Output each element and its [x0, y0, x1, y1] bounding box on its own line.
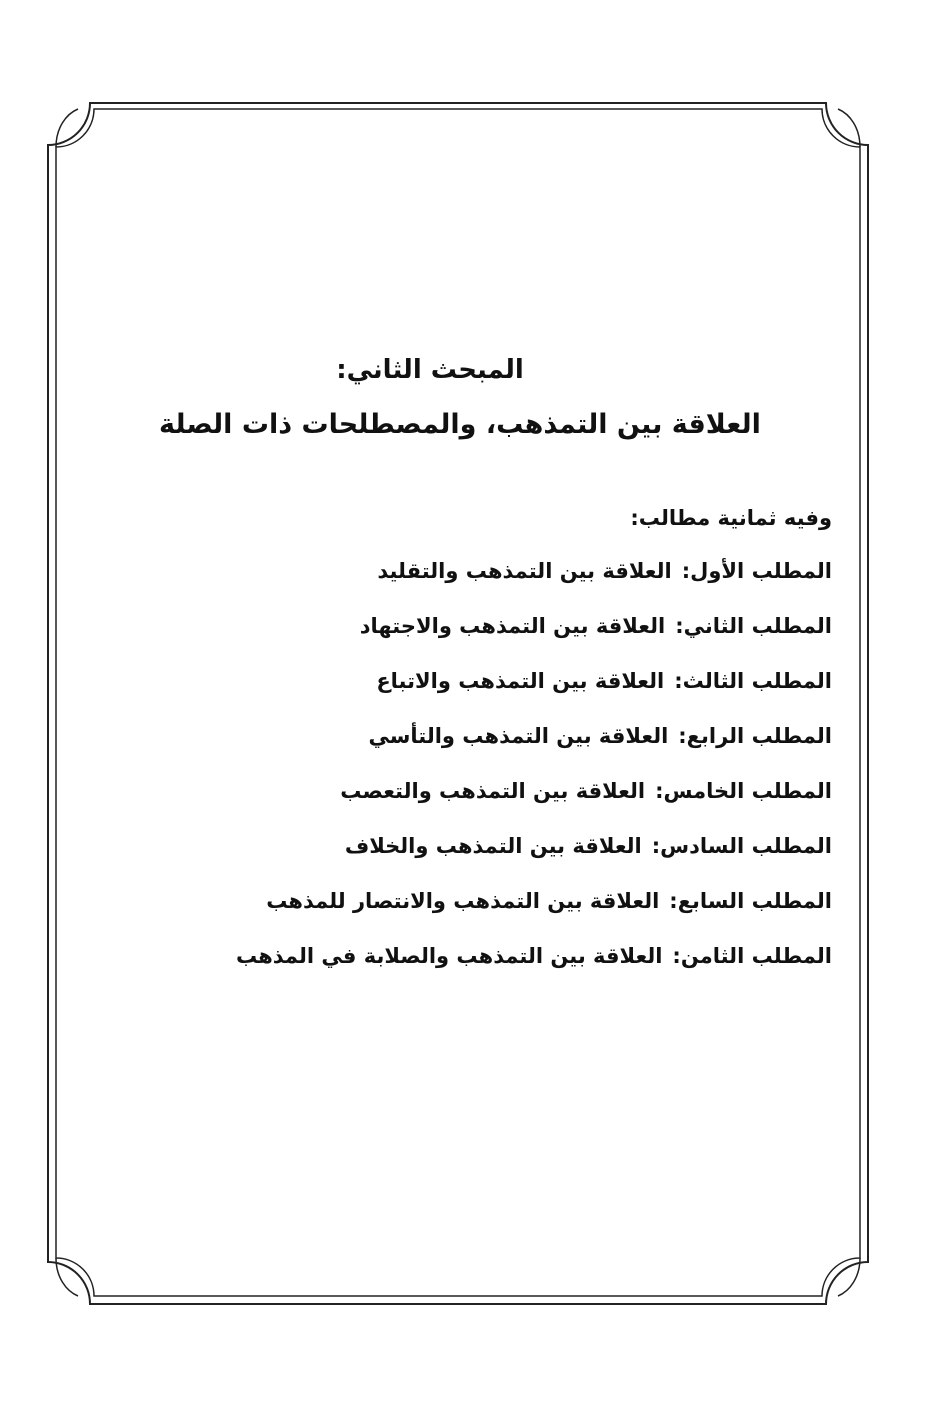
section-text: العلاقة بين التمذهب والتقليد	[377, 559, 672, 583]
section-label: المطلب السابع:	[669, 889, 832, 913]
section-text: العلاقة بين التمذهب والاتباع	[376, 669, 665, 693]
section-label: المطلب الثامن:	[672, 944, 832, 968]
section-item	[236, 773, 832, 828]
chapter-subtitle: العلاقة بين التمذهب، والمصطلحات ذات الصلة	[159, 409, 761, 440]
section-text: العلاقة بين التمذهب والتأسي	[368, 724, 669, 748]
section-label: المطلب الرابع:	[678, 724, 832, 748]
sections-intro: وفيه ثمانية مطالب:	[630, 506, 832, 530]
section-text: العلاقة بين التمذهب والانتصار للمذهب	[266, 889, 660, 913]
section-text: العلاقة بين التمذهب والاجتهاد	[359, 614, 666, 638]
section-item	[236, 883, 832, 938]
section-text: العلاقة بين التمذهب والصلابة في المذهب	[236, 944, 663, 968]
section-item	[236, 663, 832, 718]
section-item	[236, 553, 832, 608]
section-label: المطلب الثالث:	[674, 669, 832, 693]
section-text: العلاقة بين التمذهب والتعصب	[340, 779, 646, 803]
section-item	[236, 938, 832, 993]
section-item	[236, 828, 832, 883]
section-label: المطلب الثاني:	[675, 614, 832, 638]
sections-list	[236, 553, 832, 993]
section-text: العلاقة بين التمذهب والخلاف	[344, 834, 642, 858]
section-label: المطلب الأول:	[681, 559, 832, 583]
section-label: المطلب الخامس:	[655, 779, 832, 803]
chapter-title: المبحث الثاني:	[336, 355, 524, 385]
section-item	[236, 608, 832, 663]
section-item	[236, 718, 832, 773]
section-label: المطلب السادس:	[651, 834, 832, 858]
